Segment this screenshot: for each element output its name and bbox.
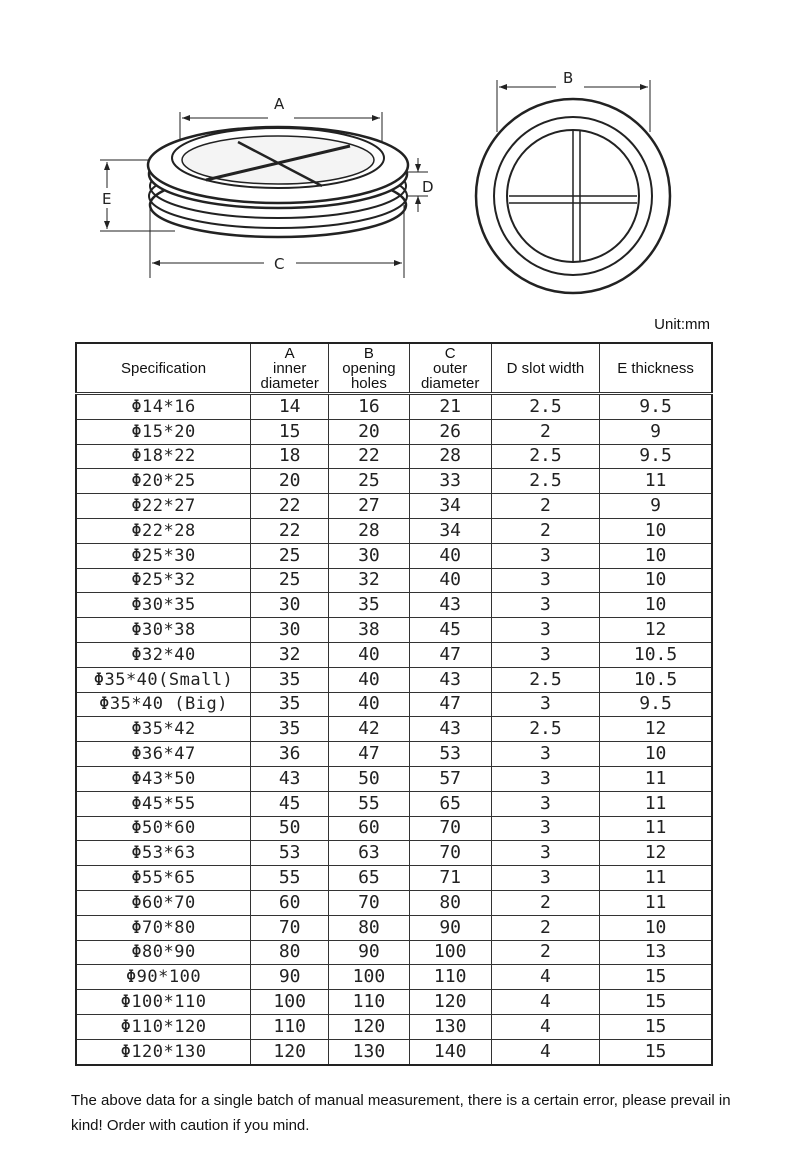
- cell-e: 11: [600, 469, 712, 494]
- cell-e: 9: [600, 494, 712, 519]
- cell-a: 55: [251, 866, 329, 891]
- table-row: [76, 618, 712, 643]
- cell-c: 57: [409, 766, 491, 791]
- cell-c: 140: [409, 1039, 491, 1064]
- header-specification: Specification: [76, 343, 251, 394]
- cell-c: 43: [409, 667, 491, 692]
- cell-b: 80: [329, 915, 409, 940]
- cell-b: 47: [329, 742, 409, 767]
- cell-c: 90: [409, 915, 491, 940]
- cell-d: 2.5: [491, 717, 599, 742]
- table-row: [76, 518, 712, 543]
- specification-table: [75, 342, 713, 1066]
- cell-a: 120: [251, 1039, 329, 1064]
- table-row: [76, 419, 712, 444]
- cell-b: 40: [329, 692, 409, 717]
- cell-b: 70: [329, 890, 409, 915]
- table-row: [76, 667, 712, 692]
- cell-spec: Φ20*25: [76, 469, 251, 494]
- table-row: [76, 642, 712, 667]
- cell-spec: Φ30*38: [76, 618, 251, 643]
- cell-a: 45: [251, 791, 329, 816]
- cell-a: 90: [251, 965, 329, 990]
- cell-d: 4: [491, 1039, 599, 1064]
- cell-c: 34: [409, 494, 491, 519]
- header-a-inner-diameter: A inner diameter: [251, 343, 329, 394]
- table-row: [76, 593, 712, 618]
- cell-d: 2: [491, 518, 599, 543]
- cell-a: 53: [251, 841, 329, 866]
- cell-spec: Φ15*20: [76, 419, 251, 444]
- cell-a: 35: [251, 667, 329, 692]
- cell-d: 2: [491, 915, 599, 940]
- cell-d: 3: [491, 692, 599, 717]
- cell-a: 22: [251, 494, 329, 519]
- cell-b: 40: [329, 667, 409, 692]
- cell-spec: Φ32*40: [76, 642, 251, 667]
- cell-spec: Φ35*40 (Big): [76, 692, 251, 717]
- cell-a: 50: [251, 816, 329, 841]
- cell-c: 43: [409, 593, 491, 618]
- cell-b: 28: [329, 518, 409, 543]
- cell-c: 53: [409, 742, 491, 767]
- table-row: [76, 543, 712, 568]
- cell-d: 2.5: [491, 444, 599, 469]
- cell-a: 25: [251, 543, 329, 568]
- cell-d: 3: [491, 543, 599, 568]
- unit-label: Unit:mm: [654, 316, 710, 333]
- cell-b: 55: [329, 791, 409, 816]
- table-row: [76, 568, 712, 593]
- cell-b: 35: [329, 593, 409, 618]
- cell-a: 35: [251, 717, 329, 742]
- cell-spec: Φ25*30: [76, 543, 251, 568]
- cell-b: 20: [329, 419, 409, 444]
- cell-e: 13: [600, 940, 712, 965]
- cell-c: 71: [409, 866, 491, 891]
- cell-b: 90: [329, 940, 409, 965]
- cell-c: 65: [409, 791, 491, 816]
- table-row: [76, 965, 712, 990]
- cell-d: 4: [491, 990, 599, 1015]
- cell-b: 120: [329, 1014, 409, 1039]
- table-row: [76, 692, 712, 717]
- cell-a: 100: [251, 990, 329, 1015]
- header-d-slot-width: D slot width: [491, 343, 599, 394]
- cell-d: 4: [491, 1014, 599, 1039]
- cell-c: 28: [409, 444, 491, 469]
- table-body: [76, 394, 712, 1065]
- table-header-row: [76, 343, 712, 394]
- dimension-label-b: B: [563, 69, 574, 87]
- table-row: [76, 1039, 712, 1064]
- cell-d: 2.5: [491, 394, 599, 420]
- cell-spec: Φ25*32: [76, 568, 251, 593]
- cell-b: 22: [329, 444, 409, 469]
- dimension-label-a: A: [274, 95, 285, 113]
- cell-e: 9.5: [600, 444, 712, 469]
- cell-a: 32: [251, 642, 329, 667]
- cell-c: 40: [409, 543, 491, 568]
- table-row: [76, 791, 712, 816]
- table-row: [76, 915, 712, 940]
- cell-spec: Φ60*70: [76, 890, 251, 915]
- cell-spec: Φ110*120: [76, 1014, 251, 1039]
- cell-b: 25: [329, 469, 409, 494]
- table-row: [76, 1014, 712, 1039]
- table-row: [76, 890, 712, 915]
- cell-a: 14: [251, 394, 329, 420]
- cell-e: 10: [600, 518, 712, 543]
- cell-e: 10: [600, 742, 712, 767]
- header-c-outer-diameter: C outer diameter: [409, 343, 491, 394]
- cell-e: 10: [600, 543, 712, 568]
- cell-e: 10.5: [600, 667, 712, 692]
- cell-e: 15: [600, 1014, 712, 1039]
- cell-c: 34: [409, 518, 491, 543]
- cell-d: 2.5: [491, 667, 599, 692]
- cell-b: 100: [329, 965, 409, 990]
- cell-e: 11: [600, 866, 712, 891]
- dimension-label-c: C: [274, 255, 285, 273]
- cell-d: 3: [491, 568, 599, 593]
- cell-d: 2: [491, 940, 599, 965]
- cell-d: 3: [491, 618, 599, 643]
- cell-spec: Φ53*63: [76, 841, 251, 866]
- cell-d: 3: [491, 816, 599, 841]
- cell-spec: Φ14*16: [76, 394, 251, 420]
- cell-b: 27: [329, 494, 409, 519]
- table-row: [76, 940, 712, 965]
- cell-b: 40: [329, 642, 409, 667]
- cell-d: 2: [491, 419, 599, 444]
- cell-c: 120: [409, 990, 491, 1015]
- cell-e: 10: [600, 593, 712, 618]
- cell-b: 110: [329, 990, 409, 1015]
- top-view-drawing: [476, 80, 670, 293]
- cell-e: 12: [600, 717, 712, 742]
- cell-spec: Φ70*80: [76, 915, 251, 940]
- cell-a: 110: [251, 1014, 329, 1039]
- cell-e: 12: [600, 841, 712, 866]
- cell-spec: Φ55*65: [76, 866, 251, 891]
- cell-b: 42: [329, 717, 409, 742]
- cell-a: 20: [251, 469, 329, 494]
- header-e-thickness: E thickness: [600, 343, 712, 394]
- cell-b: 63: [329, 841, 409, 866]
- cell-e: 15: [600, 965, 712, 990]
- cell-spec: Φ43*50: [76, 766, 251, 791]
- cell-e: 11: [600, 890, 712, 915]
- cell-b: 30: [329, 543, 409, 568]
- cell-c: 21: [409, 394, 491, 420]
- cell-c: 43: [409, 717, 491, 742]
- cell-a: 80: [251, 940, 329, 965]
- cell-spec: Φ22*27: [76, 494, 251, 519]
- cell-e: 11: [600, 791, 712, 816]
- side-view-drawing: [100, 112, 428, 278]
- cell-spec: Φ22*28: [76, 518, 251, 543]
- cell-e: 10: [600, 915, 712, 940]
- cell-spec: Φ80*90: [76, 940, 251, 965]
- cell-e: 9.5: [600, 394, 712, 420]
- cell-a: 60: [251, 890, 329, 915]
- cell-b: 32: [329, 568, 409, 593]
- dimension-label-d: D: [422, 178, 434, 196]
- cell-c: 100: [409, 940, 491, 965]
- cell-d: 3: [491, 593, 599, 618]
- cell-c: 130: [409, 1014, 491, 1039]
- cell-c: 70: [409, 841, 491, 866]
- cell-a: 22: [251, 518, 329, 543]
- cell-a: 43: [251, 766, 329, 791]
- cell-spec: Φ100*110: [76, 990, 251, 1015]
- cell-spec: Φ120*130: [76, 1039, 251, 1064]
- cell-c: 47: [409, 692, 491, 717]
- cell-a: 35: [251, 692, 329, 717]
- cell-c: 80: [409, 890, 491, 915]
- table-row: [76, 766, 712, 791]
- cell-spec: Φ90*100: [76, 965, 251, 990]
- cell-a: 30: [251, 593, 329, 618]
- cell-spec: Φ45*55: [76, 791, 251, 816]
- cell-d: 3: [491, 642, 599, 667]
- cell-spec: Φ30*35: [76, 593, 251, 618]
- table-row: [76, 494, 712, 519]
- cell-d: 3: [491, 766, 599, 791]
- cell-e: 15: [600, 990, 712, 1015]
- cell-c: 110: [409, 965, 491, 990]
- cell-c: 70: [409, 816, 491, 841]
- cell-d: 2: [491, 494, 599, 519]
- cell-spec: Φ35*42: [76, 717, 251, 742]
- cell-b: 60: [329, 816, 409, 841]
- cell-b: 38: [329, 618, 409, 643]
- cell-spec: Φ35*40(Small): [76, 667, 251, 692]
- cell-b: 65: [329, 866, 409, 891]
- cell-e: 11: [600, 816, 712, 841]
- cell-c: 40: [409, 568, 491, 593]
- cell-d: 3: [491, 742, 599, 767]
- cell-b: 16: [329, 394, 409, 420]
- table-row: [76, 866, 712, 891]
- table-row: [76, 841, 712, 866]
- cell-a: 36: [251, 742, 329, 767]
- cell-a: 18: [251, 444, 329, 469]
- cell-a: 30: [251, 618, 329, 643]
- cell-c: 26: [409, 419, 491, 444]
- cell-e: 11: [600, 766, 712, 791]
- cell-spec: Φ18*22: [76, 444, 251, 469]
- cell-c: 45: [409, 618, 491, 643]
- table-row: [76, 742, 712, 767]
- cell-b: 50: [329, 766, 409, 791]
- cell-e: 15: [600, 1039, 712, 1064]
- cell-a: 15: [251, 419, 329, 444]
- table-row: [76, 990, 712, 1015]
- table-row: [76, 444, 712, 469]
- dimension-label-e: E: [102, 190, 112, 208]
- cell-d: 3: [491, 841, 599, 866]
- cell-d: 2: [491, 890, 599, 915]
- cell-b: 130: [329, 1039, 409, 1064]
- cell-e: 10.5: [600, 642, 712, 667]
- cell-d: 3: [491, 791, 599, 816]
- cell-spec: Φ36*47: [76, 742, 251, 767]
- table-row: [76, 816, 712, 841]
- cell-spec: Φ50*60: [76, 816, 251, 841]
- cell-d: 4: [491, 965, 599, 990]
- cell-e: 10: [600, 568, 712, 593]
- table-row: [76, 469, 712, 494]
- measurement-disclaimer: The above data for a single batch of manual measurement, there is a certain error, please prevail in kind! Order with caution if you mind.: [71, 1092, 731, 1134]
- cell-a: 70: [251, 915, 329, 940]
- cell-e: 9: [600, 419, 712, 444]
- cell-c: 47: [409, 642, 491, 667]
- grommet-diagram: [0, 0, 790, 330]
- table-row: [76, 394, 712, 420]
- header-b-opening-holes: B opening holes: [329, 343, 409, 394]
- table-row: [76, 717, 712, 742]
- cell-e: 12: [600, 618, 712, 643]
- cell-d: 2.5: [491, 469, 599, 494]
- cell-a: 25: [251, 568, 329, 593]
- cell-d: 3: [491, 866, 599, 891]
- cell-c: 33: [409, 469, 491, 494]
- cell-e: 9.5: [600, 692, 712, 717]
